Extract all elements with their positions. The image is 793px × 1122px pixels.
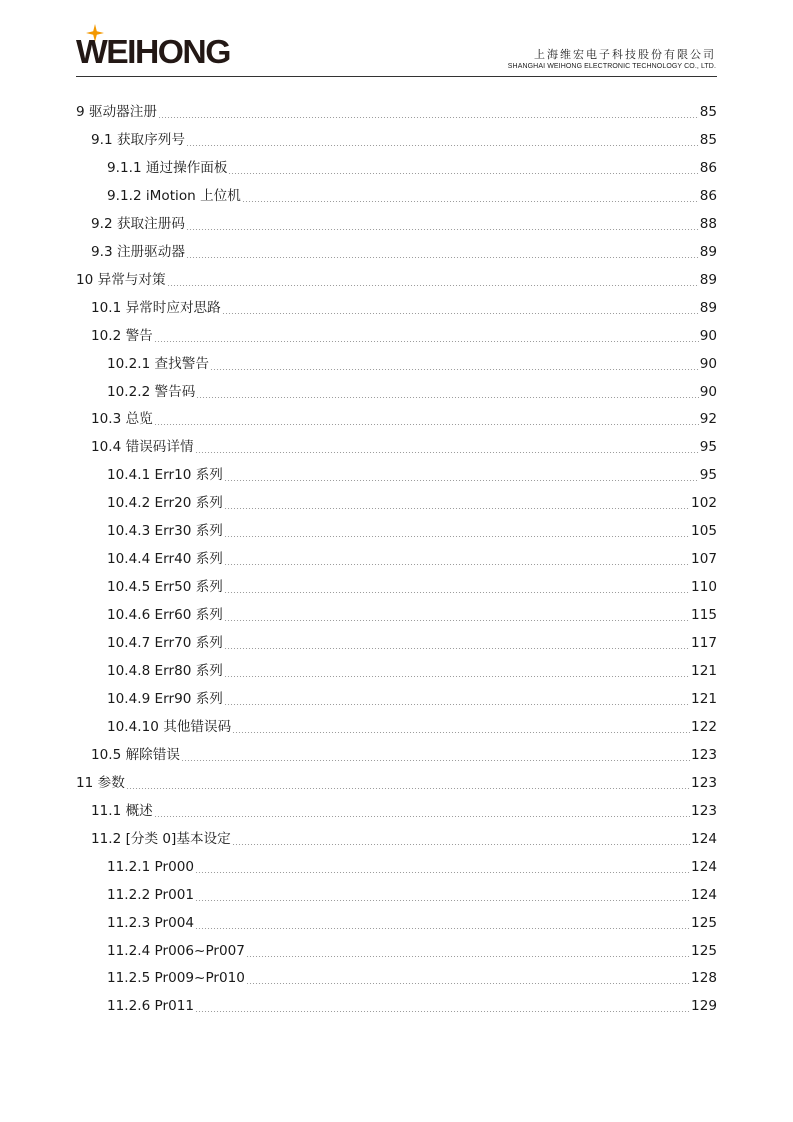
page-header bbox=[0, 0, 793, 80]
toc-page-number: 89 bbox=[699, 271, 717, 288]
weihong-logo bbox=[76, 28, 230, 70]
toc-dot-leader bbox=[232, 732, 690, 733]
toc-page-number: 125 bbox=[691, 914, 717, 931]
toc-page-number: 90 bbox=[699, 327, 717, 344]
toc-page-number: 124 bbox=[691, 886, 717, 903]
toc-entry[interactable] bbox=[107, 350, 717, 378]
toc-entry-title: 11.2.6 Pr011 bbox=[107, 998, 195, 1015]
toc-page-number: 128 bbox=[691, 970, 717, 987]
toc-page-number: 85 bbox=[699, 104, 717, 120]
toc-entry-title: 11.2.4 Pr006~Pr007 bbox=[107, 942, 245, 959]
toc-page-number: 90 bbox=[699, 355, 717, 372]
toc-entry-title: 11 参数 bbox=[76, 774, 125, 791]
toc-dot-leader bbox=[246, 956, 690, 957]
toc-entry[interactable] bbox=[91, 433, 717, 461]
toc-entry-title: 10 异常与对策 bbox=[76, 271, 166, 288]
toc-entry-title: 10.4 错误码详情 bbox=[91, 439, 194, 456]
toc-page-number: 95 bbox=[699, 467, 717, 484]
toc-dot-leader bbox=[224, 592, 690, 593]
toc-dot-leader bbox=[224, 620, 690, 621]
toc-entry[interactable] bbox=[107, 601, 717, 629]
toc-entry-title: 10.4.8 Err80 系列 bbox=[107, 663, 223, 679]
toc-entry[interactable] bbox=[76, 98, 717, 126]
toc-dot-leader bbox=[167, 285, 699, 286]
toc-entry[interactable] bbox=[91, 405, 717, 433]
toc-entry-title: 9.3 注册驱动器 bbox=[91, 243, 185, 260]
toc-entry-title: 9 驱动器注册 bbox=[76, 104, 157, 120]
toc-dot-leader bbox=[154, 424, 699, 425]
toc-dot-leader bbox=[195, 928, 690, 929]
toc-page-number: 124 bbox=[691, 858, 717, 875]
toc-dot-leader bbox=[224, 648, 690, 649]
toc-dot-leader bbox=[186, 257, 699, 258]
toc-dot-leader bbox=[228, 173, 698, 174]
toc-entry-title: 10.5 解除错误 bbox=[91, 746, 180, 763]
toc-entry[interactable] bbox=[91, 741, 717, 769]
toc-entry[interactable] bbox=[91, 210, 717, 238]
toc-entry-title: 10.4.4 Err40 系列 bbox=[107, 551, 223, 568]
toc-entry[interactable] bbox=[107, 853, 717, 881]
toc-entry[interactable] bbox=[91, 238, 717, 266]
toc-entry-title: 10.2.2 警告码 bbox=[107, 383, 196, 400]
toc-page-number: 90 bbox=[699, 383, 717, 400]
toc-dot-leader bbox=[224, 704, 690, 705]
toc-page-number: 105 bbox=[691, 523, 717, 540]
toc-entry[interactable] bbox=[107, 517, 717, 545]
toc-entry-title: 10.3 总览 bbox=[91, 411, 153, 428]
toc-entry[interactable] bbox=[91, 825, 717, 853]
toc-entry-title: 11.2.3 Pr004 bbox=[107, 914, 195, 931]
toc-entry-title: 10.2.1 查找警告 bbox=[107, 355, 209, 372]
toc-page-number: 89 bbox=[699, 243, 717, 260]
toc-entry-title: 9.1.1 通过操作面板 bbox=[107, 159, 228, 176]
toc-page-number: 117 bbox=[691, 635, 717, 652]
toc-page-number: 115 bbox=[691, 607, 717, 624]
toc-dot-leader bbox=[195, 872, 690, 873]
toc-page-number: 121 bbox=[691, 690, 717, 707]
toc-entry-title: 11.2.1 Pr000 bbox=[107, 858, 195, 875]
toc-dot-leader bbox=[224, 536, 690, 537]
toc-entry[interactable] bbox=[107, 964, 717, 992]
toc-entry-title: 11.1 概述 bbox=[91, 802, 153, 819]
toc-entry[interactable] bbox=[76, 266, 717, 294]
toc-entry[interactable] bbox=[107, 657, 717, 685]
logo-text: WEIHONG bbox=[76, 33, 230, 70]
toc-entry-title: 9.1 获取序列号 bbox=[91, 131, 185, 148]
toc-page-number: 86 bbox=[699, 159, 717, 176]
toc-entry[interactable] bbox=[107, 378, 717, 406]
toc-entry-title: 10.4.6 Err60 系列 bbox=[107, 607, 223, 624]
toc-entry-title: 10.4.2 Err20 系列 bbox=[107, 495, 223, 512]
toc-entry-title: 10.4.7 Err70 系列 bbox=[107, 635, 223, 652]
toc-dot-leader bbox=[195, 452, 699, 453]
toc-page-number: 102 bbox=[691, 495, 717, 512]
toc-entry[interactable] bbox=[107, 182, 717, 210]
toc-entry[interactable] bbox=[107, 629, 717, 657]
toc-entry[interactable] bbox=[107, 573, 717, 601]
toc-dot-leader bbox=[224, 676, 690, 677]
toc-entry[interactable] bbox=[107, 881, 717, 909]
toc-entry[interactable] bbox=[107, 992, 717, 1020]
toc-entry-title: 9.1.2 iMotion 上位机 bbox=[107, 187, 241, 204]
toc-entry[interactable] bbox=[91, 294, 717, 322]
toc-entry[interactable] bbox=[76, 769, 717, 797]
toc-entry-title: 11.2 [分类 0]基本设定 bbox=[91, 830, 231, 847]
toc-dot-leader bbox=[222, 313, 699, 314]
toc-entry-title: 11.2.2 Pr001 bbox=[107, 886, 195, 903]
toc-entry[interactable] bbox=[107, 545, 717, 573]
toc-entry[interactable] bbox=[107, 154, 717, 182]
toc-entry-title: 10.4.10 其他错误码 bbox=[107, 718, 232, 735]
toc-entry-title: 9.2 获取注册码 bbox=[91, 215, 185, 232]
toc-entry[interactable] bbox=[91, 126, 717, 154]
toc-page-number: 123 bbox=[691, 774, 717, 791]
toc-entry[interactable] bbox=[107, 909, 717, 937]
toc-page-number: 107 bbox=[691, 551, 717, 568]
toc-dot-leader bbox=[196, 397, 698, 398]
toc-page-number: 95 bbox=[699, 439, 717, 456]
toc-entry[interactable] bbox=[107, 489, 717, 517]
toc-dot-leader bbox=[246, 983, 690, 984]
toc-page-number: 122 bbox=[691, 718, 717, 735]
toc-entry-title: 10.2 警告 bbox=[91, 327, 153, 344]
toc-entry[interactable] bbox=[91, 797, 717, 825]
toc-entry[interactable] bbox=[107, 713, 717, 741]
toc-entry[interactable] bbox=[91, 322, 717, 350]
toc-dot-leader bbox=[186, 229, 699, 230]
toc-page-number: 125 bbox=[691, 942, 717, 959]
toc-entry-title: 10.1 异常时应对思路 bbox=[91, 299, 221, 316]
toc-page-number: 92 bbox=[699, 411, 717, 428]
toc-dot-leader bbox=[154, 341, 699, 342]
toc-page-number: 110 bbox=[691, 579, 717, 596]
toc-page-number: 123 bbox=[691, 746, 717, 763]
toc-entry[interactable] bbox=[107, 685, 717, 713]
toc-entry-title: 10.4.3 Err30 系列 bbox=[107, 523, 223, 540]
toc-entry-title: 11.2.5 Pr009~Pr010 bbox=[107, 970, 245, 987]
toc-entry[interactable] bbox=[107, 937, 717, 965]
toc-dot-leader bbox=[195, 900, 690, 901]
toc-dot-leader bbox=[224, 508, 690, 509]
toc-page-number: 89 bbox=[699, 299, 717, 316]
toc-dot-leader bbox=[195, 1011, 690, 1012]
company-name-cn: 上海维宏电子科技股份有限公司 bbox=[534, 48, 716, 61]
toc-page-number: 121 bbox=[691, 663, 717, 679]
toc-entry-title: 10.4.9 Err90 系列 bbox=[107, 690, 223, 707]
toc-dot-leader bbox=[224, 564, 690, 565]
toc-page-number: 88 bbox=[699, 215, 717, 232]
toc-dot-leader bbox=[224, 480, 699, 481]
toc-dot-leader bbox=[158, 117, 699, 118]
toc-dot-leader bbox=[181, 760, 690, 761]
toc-dot-leader bbox=[154, 816, 690, 817]
company-name bbox=[508, 48, 716, 72]
toc-dot-leader bbox=[242, 201, 699, 202]
toc-page-number: 85 bbox=[699, 131, 717, 148]
toc-page-number: 124 bbox=[691, 830, 717, 847]
toc-entry-title: 10.4.5 Err50 系列 bbox=[107, 579, 223, 596]
toc-dot-leader bbox=[232, 844, 690, 845]
toc-dot-leader bbox=[186, 145, 699, 146]
toc-page-number: 129 bbox=[691, 998, 717, 1015]
toc-dot-leader bbox=[126, 788, 690, 789]
company-name-en: SHANGHAI WEIHONG ELECTRONIC TECHNOLOGY CO., LTD. bbox=[507, 63, 716, 70]
toc-entry-title: 10.4.1 Err10 系列 bbox=[107, 467, 223, 484]
toc-entry[interactable] bbox=[107, 461, 717, 489]
header-divider bbox=[76, 76, 717, 77]
toc-page-number: 86 bbox=[699, 187, 717, 204]
toc-dot-leader bbox=[210, 369, 699, 370]
toc-page-number: 123 bbox=[691, 802, 717, 819]
